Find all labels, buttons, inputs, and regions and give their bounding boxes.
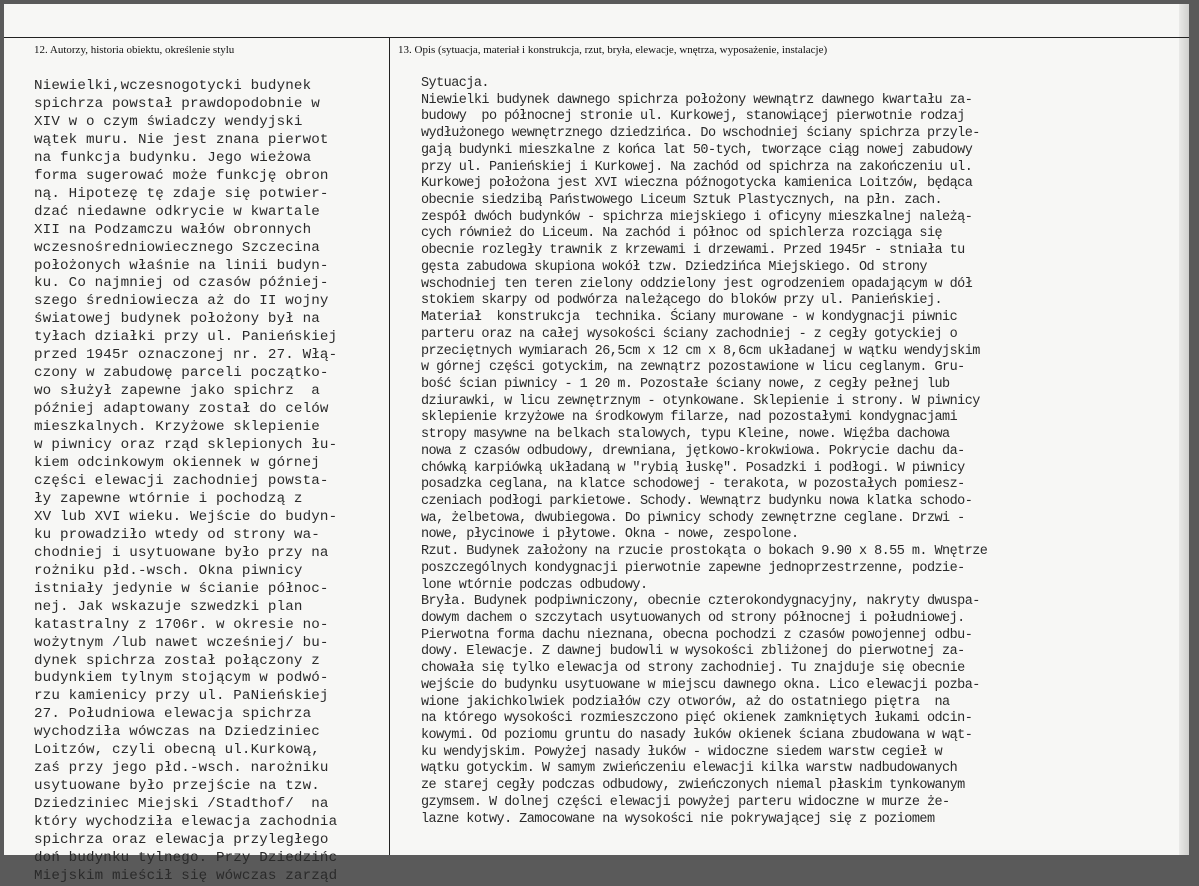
text-line: Dziedziniec Miejski /Stadthof/ na <box>34 796 329 813</box>
column-divider <box>389 37 390 855</box>
text-line: zaś przy jego płd.-wsch. narożniku <box>34 760 329 777</box>
text-line: nej. Jak wskazuje szwedzki plan <box>34 598 303 615</box>
text-line: światowej budynek położony był na <box>34 311 320 328</box>
text-line: później adaptowany został do celów <box>34 401 329 418</box>
text-line: sklepienie krzyżowe na środkowym filarze, nad pozostałymi kondygnacjami <box>421 410 958 426</box>
text-line: wątku gotyckim. W samym zwieńczeniu elewacji kilka warstw nadbudowanych <box>421 761 958 777</box>
text-line: gęsta zabudowa skupiona wokół tzw. Dziedzińca Miejskiego. Od strony <box>421 259 927 275</box>
text-line: części elewacji zachodniej powsta- <box>34 472 329 489</box>
text-line: obecnie siedzibą Państwowego Liceum Sztuk Plastycznych, na płn. zach. <box>421 193 943 209</box>
text-line: ku. Co najmniej od czasów później- <box>34 275 329 292</box>
text-line: budowy po północnej stronie ul. Kurkowej, stanowiącej pierwotnie rodzaj <box>421 109 965 125</box>
text-line: rzu kamienicy przy ul. PaNieńskiej <box>34 688 329 705</box>
text-line: spichrza oraz elewacja przyległego <box>34 832 329 849</box>
text-line: Materiał konstrukcja technika. Ściany murowane - w kondygnacji piwnic <box>421 310 958 326</box>
text-line: wschodniej ten teren zielony oddzielony jest ogrodzeniem opadającym w dół <box>421 276 973 292</box>
text-line: XV lub XVI wieku. Wejście do budyn- <box>34 508 338 525</box>
text-line: lone wtórnie podczas odbudowy. <box>421 577 648 593</box>
text-line: stropy masywne na belkach stalowych, typu Kleine, nowe. Więźba dachowa <box>421 427 950 443</box>
text-line: istniały jedynie w ścianie północ- <box>34 580 329 597</box>
text-line: dowym dachem o szczytach usytuowanych od strony północnej i południowej. <box>421 611 965 626</box>
text-line: katastralny z 1706r. w okresie no- <box>34 616 329 633</box>
page-edge-shadow <box>1179 4 1189 855</box>
text-line: rożniku płd.-wsch. Okna piwnicy <box>34 562 303 579</box>
right-column-heading: 13. Opis (sytuacja, materiał i konstrukcja, rzut, bryła, elewacje, wnętrza, wyposażenie, instalacje) <box>398 44 828 56</box>
text-line: ną. Hipotezę tę zdaje się potwier- <box>34 185 329 202</box>
text-line: czeniach podłogi parkietowe. Schody. Wewnątrz budynku nowa klatka schodo- <box>421 493 973 509</box>
document-page <box>4 4 1189 884</box>
text-line: na funkcja budynku. Jego wieżowa <box>34 149 312 166</box>
text-line: usytuowane było przejście na tzw. <box>34 778 320 795</box>
text-line: zespół dwóch budynków - spichrza miejskiego i oficyny mieszkalnej należą- <box>421 209 973 225</box>
text-line: dowy. Elewacje. Z dawnej budowli w wysokości zbliżonej do pierwotnej za- <box>421 644 965 660</box>
text-line: wo służył zapewne jako spichrz a <box>34 383 320 400</box>
text-line: poszczególnych kondygnacji pierwotnie zapewne jednoprzestrzenne, podzie- <box>421 560 965 576</box>
text-line: na którego wysokości rozmieszczono pięć okienek zamkniętych łukami odcin- <box>421 711 973 727</box>
text-line: posadzka ceglana, na klatce schodowej - terakota, w pozostałych pomiesz- <box>421 477 965 493</box>
text-line: tyłach działki przy ul. Panieńskiej <box>34 329 338 346</box>
text-line: 27. Południowa elewacja spichrza <box>34 706 312 723</box>
text-line: spichrza powstał prawdopodobnie w <box>34 95 320 112</box>
text-line: doń budynku tylnego. Przy Dziedzińc <box>34 849 338 866</box>
text-line: stokiem skarpy od podwórza należącego do bloków przy ul. Panieńskiej. <box>421 293 943 309</box>
text-line: wydłużonego wewnętrznego dziedzińca. Do wschodniej ściany spichrza przyle- <box>421 126 980 142</box>
text-line: Rzut. Budynek założony na rzucie prostokąta o bokach 9.90 x 8.55 m. Wnętrze <box>421 544 988 560</box>
text-line: przed 1945r oznaczonej nr. 27. Włą- <box>34 347 338 364</box>
text-line: w piwnicy oraz rząd sklepionych łu- <box>34 437 338 454</box>
text-line: Miejskim mieścił się wówczas zarząd <box>34 867 338 884</box>
text-line: forma sugerować może funkcję obron <box>34 167 329 184</box>
text-line: Loitzów, czyli obecną ul.Kurkową, <box>34 742 320 759</box>
text-line: szego średniowiecza aż do II wojny <box>34 293 329 310</box>
text-line: przy ul. Panieńskiej i Kurkowej. Na zachód od spichrza na zakończeniu ul. <box>421 159 973 175</box>
text-line: chodniej i usytuowane było przy na <box>34 544 329 561</box>
text-line: wychodziła wówczas na Dziedziniec <box>34 724 320 741</box>
text-line: Sytuacja. <box>421 76 489 91</box>
text-line: chowała się tylko elewacja od strony zachodniej. Tu znajduje się obecnie <box>421 661 965 677</box>
text-line: gzymsem. W dolnej części elewacji powyżej parteru widoczne w murze że- <box>421 794 950 810</box>
text-line: Niewielki,wczesnogotycki budynek <box>34 78 312 94</box>
text-line: wione jakichkolwiek podziałów czy otworów, aż do ostatniego piętra na <box>421 694 950 710</box>
text-line: czony w zabudowę parceli początko- <box>34 365 329 382</box>
text-line: Bryła. Budynek podpiwniczony, obecnie czterokondygnacyjny, nakryty dwuspa- <box>421 594 980 610</box>
text-line: dzać niedawne odkrycie w kwartale <box>34 203 320 220</box>
text-line: mieszkalnych. Krzyżowe sklepienie <box>34 419 320 436</box>
right-column-typed-text <box>421 76 987 828</box>
text-line: nowe, płycinowe i płytowe. Okna - nowe, zespolone. <box>421 527 799 543</box>
text-line: cych również do Liceum. Na zachód i północ od spichlerza rozciąga się <box>421 226 943 242</box>
text-line: który wychodziła elewacja zachodnia <box>34 814 338 831</box>
text-line: w górnej części gotyckim, na zewnątrz pozostawione w licu ceglanym. Gru- <box>421 360 965 376</box>
text-line: budynkiem tylnym stojącym w podwó- <box>34 670 329 687</box>
text-line: dynek spichrza został połączony z <box>34 652 320 669</box>
text-line: położonych właśnie na linii budyn- <box>34 257 329 274</box>
text-line: ły zapewne wtórnie i pochodzą z <box>34 490 303 507</box>
text-line: wożytnym /lub nawet wcześniej/ bu- <box>34 634 329 651</box>
left-column-typed-text <box>34 78 337 886</box>
text-line: wejście do budynku usytuowane w miejscu dawnego okna. Lico elewacji pozba- <box>421 677 980 693</box>
text-line: ku prowadziło wtedy od strony wa- <box>34 526 320 543</box>
text-line: bość ścian piwnicy - 1 20 m. Pozostałe ściany nowe, z cegły pełnej lub <box>421 376 950 392</box>
text-line: parteru oraz na całej wysokości ściany zachodniej - z cegły gotyckiej o <box>421 326 958 342</box>
text-line: dziurawki, w licu zewnętrznym - otynkowane. Sklepienie i strony. W piwnicy <box>421 393 980 409</box>
header-rule <box>4 37 1189 38</box>
text-line: obecnie rozległy trawnik z krzewami i drzewami. Przed 1945r - stniała tu <box>421 243 965 259</box>
text-line: kiem odcinkowym okiennek w górnej <box>34 455 320 472</box>
text-line: XIV w o czym świadczy wendyjski <box>34 113 303 130</box>
text-line: chówką karpiówką układaną w "rybią łuskę". Posadzki i podłogi. W piwnicy <box>421 460 965 476</box>
text-line: przeciętnych wymiarach 26,5cm x 12 cm x 8,6cm układanej w wątku wendyjskim <box>421 343 980 359</box>
text-line: nowa z czasów odbudowy, drewniana, jętkowo-krokwiowa. Pokrycie dachu da- <box>421 443 965 459</box>
text-line: ku wendyjskim. Powyżej nasady łuków - widoczne siedem warstw cegieł w <box>421 744 943 760</box>
text-line: ze starej cegły podczas odbudowy, zwieńczonych niemal płaskim tynkowanym <box>421 778 965 794</box>
left-column-heading: 12. Autorzy, historia obiektu, określenie stylu <box>34 44 235 56</box>
text-line: wątek muru. Nie jest znana pierwot <box>34 131 329 148</box>
text-line: Pierwotna forma dachu nieznana, obecna pochodzi z czasów powojennej odbu- <box>421 627 973 643</box>
text-line: XII na Podzamczu wałów obronnych <box>34 221 312 238</box>
text-line: Kurkowej położona jest XVI wieczna późnogotycka kamienica Loitzów, będąca <box>421 176 973 192</box>
text-line: kowymi. Od poziomu gruntu do nasady łuków okienek ściana zbudowana w wąt- <box>421 728 973 744</box>
text-line: lazne kotwy. Zamocowane na wysokości nie pokrywającej się z poziomem <box>421 811 935 827</box>
text-line: gają budynki mieszkalne z końca lat 50-tych, tworzące ciąg nowej zabudowy <box>421 142 973 158</box>
text-line: wa, żelbetowa, dwubiegowa. Do piwnicy schody zewnętrzne ceglane. Drzwi - <box>421 510 965 526</box>
text-line: wczesnośredniowiecznego Szczecina <box>34 239 320 256</box>
text-line: Niewielki budynek dawnego spichrza położony wewnątrz dawnego kwartału za- <box>421 92 973 108</box>
